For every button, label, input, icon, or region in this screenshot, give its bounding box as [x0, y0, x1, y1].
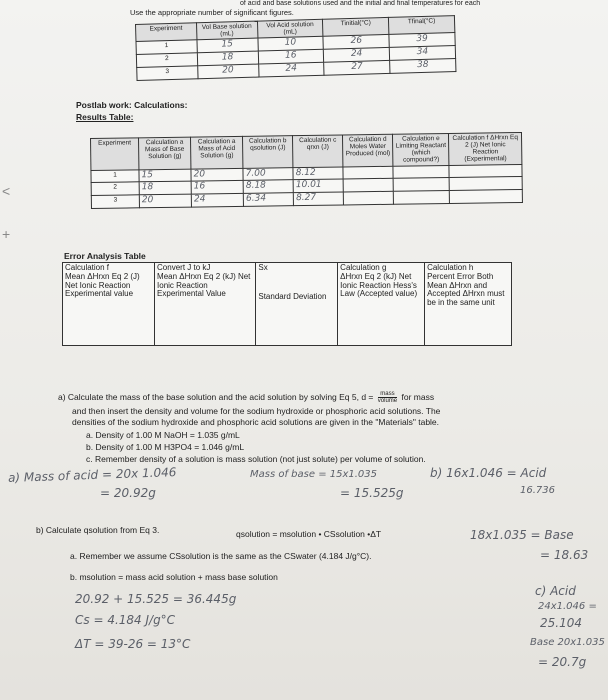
question-a-line2: and then insert the density and volume for the sodium hydroxide or phosphoric acid solutions. The: [72, 406, 441, 416]
error-head-kj: Convert J to kJ: [157, 263, 211, 272]
question-a: [58, 391, 598, 404]
handwritten-mass-base: Mass of base = 15x1.035: [250, 469, 378, 480]
cell-qsolution: 6.34: [243, 193, 293, 207]
error-head-g: Calculation g: [340, 263, 387, 272]
question-b-equation: qsolution = msolution • CSsolution •ΔT: [236, 529, 382, 539]
error-head-sx: Sx: [258, 263, 268, 272]
cell-acid-mass: 16: [191, 181, 243, 195]
margin-mark: +: [2, 226, 11, 242]
handwritten-exp3-acid-result: 25.104: [540, 616, 582, 630]
error-body-h: Percent Error Both Mean ΔHrxn and Accepted ΔHrxn must be in the same unit: [427, 271, 505, 308]
cell-qrxn: 10.01: [293, 179, 343, 193]
cell-tf: 34: [389, 46, 455, 61]
error-title: Error Analysis Table: [64, 251, 146, 261]
cell-acid: 10: [257, 37, 323, 52]
item-a-density-naoh: a. Density of 1.00 M NaOH = 1.035 g/mL: [86, 430, 240, 440]
handwritten-mass-acid-result: = 20.92g: [100, 486, 156, 500]
error-head-h: Calculation h: [427, 263, 474, 272]
header-t-initial: Tinitial(°C): [323, 17, 389, 36]
cell-exp: 2: [136, 53, 197, 68]
results-header: Calculation d Moles Water Produced (mol): [343, 134, 393, 166]
results-header: Calculation a Mass of Acid Solution (g): [191, 136, 244, 168]
cell-acid-mass: 20: [191, 168, 243, 182]
item-c-density-note: c. Remember density of a solution is mass solution (not just solute) per volume of solution.: [86, 454, 426, 464]
cell-base: 18: [197, 51, 258, 66]
handwritten-exp3-acid-label: c) Acid: [535, 584, 576, 598]
cell-qsolution: 8.18: [243, 180, 293, 194]
handwritten-msolution: 20.92 + 15.525 = 36.445g: [75, 592, 237, 606]
cell-acid: 24: [258, 62, 324, 77]
results-header: Experiment: [91, 138, 139, 170]
handwritten-exp2-acid-result: 16.736: [520, 485, 555, 496]
cell-base-mass: 18: [139, 182, 191, 196]
cell-exp: 2: [91, 182, 139, 196]
cell-exp: 3: [137, 66, 198, 81]
error-body-sx: Standard Deviation: [258, 291, 327, 301]
error-head-f: Calculation f: [65, 263, 110, 272]
error-body-f: Mean ΔHrxn Eq 2 (J) Net Ionic Reaction Experimental value: [65, 271, 140, 299]
handwritten-exp3-acid: 24x1.046 =: [538, 601, 597, 612]
results-header: Calculation f ΔHrxn Eq 2 (J) Net Ionic Reaction (Experimental): [449, 132, 522, 165]
question-b-item-b: b. msolution = mass acid solution + mass base solution: [70, 572, 278, 582]
error-body-g: ΔHrxn Eq 2 (kJ) Net Ionic Reaction Hess's Law (Accepted value): [340, 271, 418, 299]
cell-qsolution: 7.00: [243, 167, 293, 181]
handwritten-exp3-base: Base 20x1.035: [530, 637, 605, 648]
results-header: Calculation e Limiting Reactant (which compound?): [393, 133, 450, 165]
item-b-density-h3po4: b. Density of 1.00 M H3PO4 = 1.046 g/mL: [86, 442, 245, 452]
header-vol-acid: Vol Acid solution (mL): [257, 19, 323, 38]
fraction-top: mass: [378, 391, 397, 398]
cell-base-mass: 15: [139, 169, 191, 183]
header-t-final: Tfinal(°C): [389, 16, 455, 35]
handwritten-mass-acid: a) Mass of acid = 20x 1.046: [7, 465, 177, 485]
header-experiment: Experiment: [136, 23, 197, 42]
results-table: [90, 132, 523, 209]
handwritten-cs: Cs = 4.184 J/g°C: [75, 613, 176, 627]
error-body-kj: Mean ΔHrxn Eq 2 (kJ) Net Ionic Reaction Experimental Value: [157, 271, 251, 299]
results-header: Calculation c qrxn (J): [293, 135, 343, 167]
error-col-h: [425, 263, 512, 346]
question-a-line1b: for mass: [401, 391, 435, 402]
handwritten-exp2-base: 18x1.035 = Base: [470, 528, 574, 542]
cell-exp: 1: [136, 40, 197, 55]
cell-acid: 16: [258, 49, 324, 64]
handwritten-exp2-base-result: = 18.63: [540, 548, 589, 562]
cell-ti: 24: [324, 48, 390, 63]
cell-ti: 27: [324, 60, 390, 75]
error-col-kj: [155, 263, 256, 346]
question-b: b) Calculate qsolution from Eq 3.: [36, 525, 160, 535]
density-fraction: [378, 391, 397, 404]
results-header: Calculation b qsolution (J): [243, 136, 293, 168]
question-a-line1: a) Calculate the mass of the base solution and the acid solution by solving Eq 5, d =: [58, 391, 374, 402]
header-vol-base: Vol Base solution (mL): [196, 21, 257, 40]
question-b-item-a: a. Remember we assume CSsolution is the same as the CSwater (4.184 J/g°C).: [70, 551, 372, 561]
instruction-line-2: Use the appropriate number of significant figures.: [130, 8, 294, 17]
cell-exp: 3: [91, 195, 139, 209]
postlab-title: Postlab work: Calculations:: [76, 100, 188, 110]
fraction-bottom: volume: [377, 398, 398, 404]
handwritten-delta-t: ΔT = 39-26 = 13°C: [75, 637, 191, 651]
results-title: Results Table:: [76, 112, 134, 122]
question-a-line3: densities of the sodium hydroxide and phosphoric acid solutions are given in the "Materials" table.: [72, 417, 440, 427]
experiment-table: [135, 15, 456, 81]
results-header: Calculation a Mass of Base Solution (g): [139, 137, 192, 169]
cell-base: 20: [197, 64, 258, 79]
cell-qrxn: 8.27: [293, 192, 343, 206]
error-col-f: [63, 263, 155, 346]
cell-acid-mass: 24: [191, 194, 243, 208]
cell-qrxn: 8.12: [293, 167, 343, 181]
cell-tf: 38: [390, 59, 456, 74]
cell-ti: 26: [323, 35, 389, 50]
margin-mark: <: [2, 183, 11, 199]
handwritten-mass-base-result: = 15.525g: [340, 486, 404, 500]
instruction-line-1: of acid and base solutions used and the initial and final temperatures for each: [240, 0, 481, 7]
handwritten-exp3-base-result: = 20.7g: [538, 655, 587, 669]
cell-base-mass: 20: [139, 194, 191, 208]
error-col-g: [338, 263, 425, 346]
cell-tf: 39: [389, 33, 455, 48]
cell-exp: 1: [91, 169, 139, 183]
handwritten-exp2-acid: b) 16x1.046 = Acid: [430, 466, 547, 480]
error-table: [62, 262, 512, 346]
cell-base: 15: [197, 38, 258, 53]
error-col-sx: [256, 263, 338, 346]
